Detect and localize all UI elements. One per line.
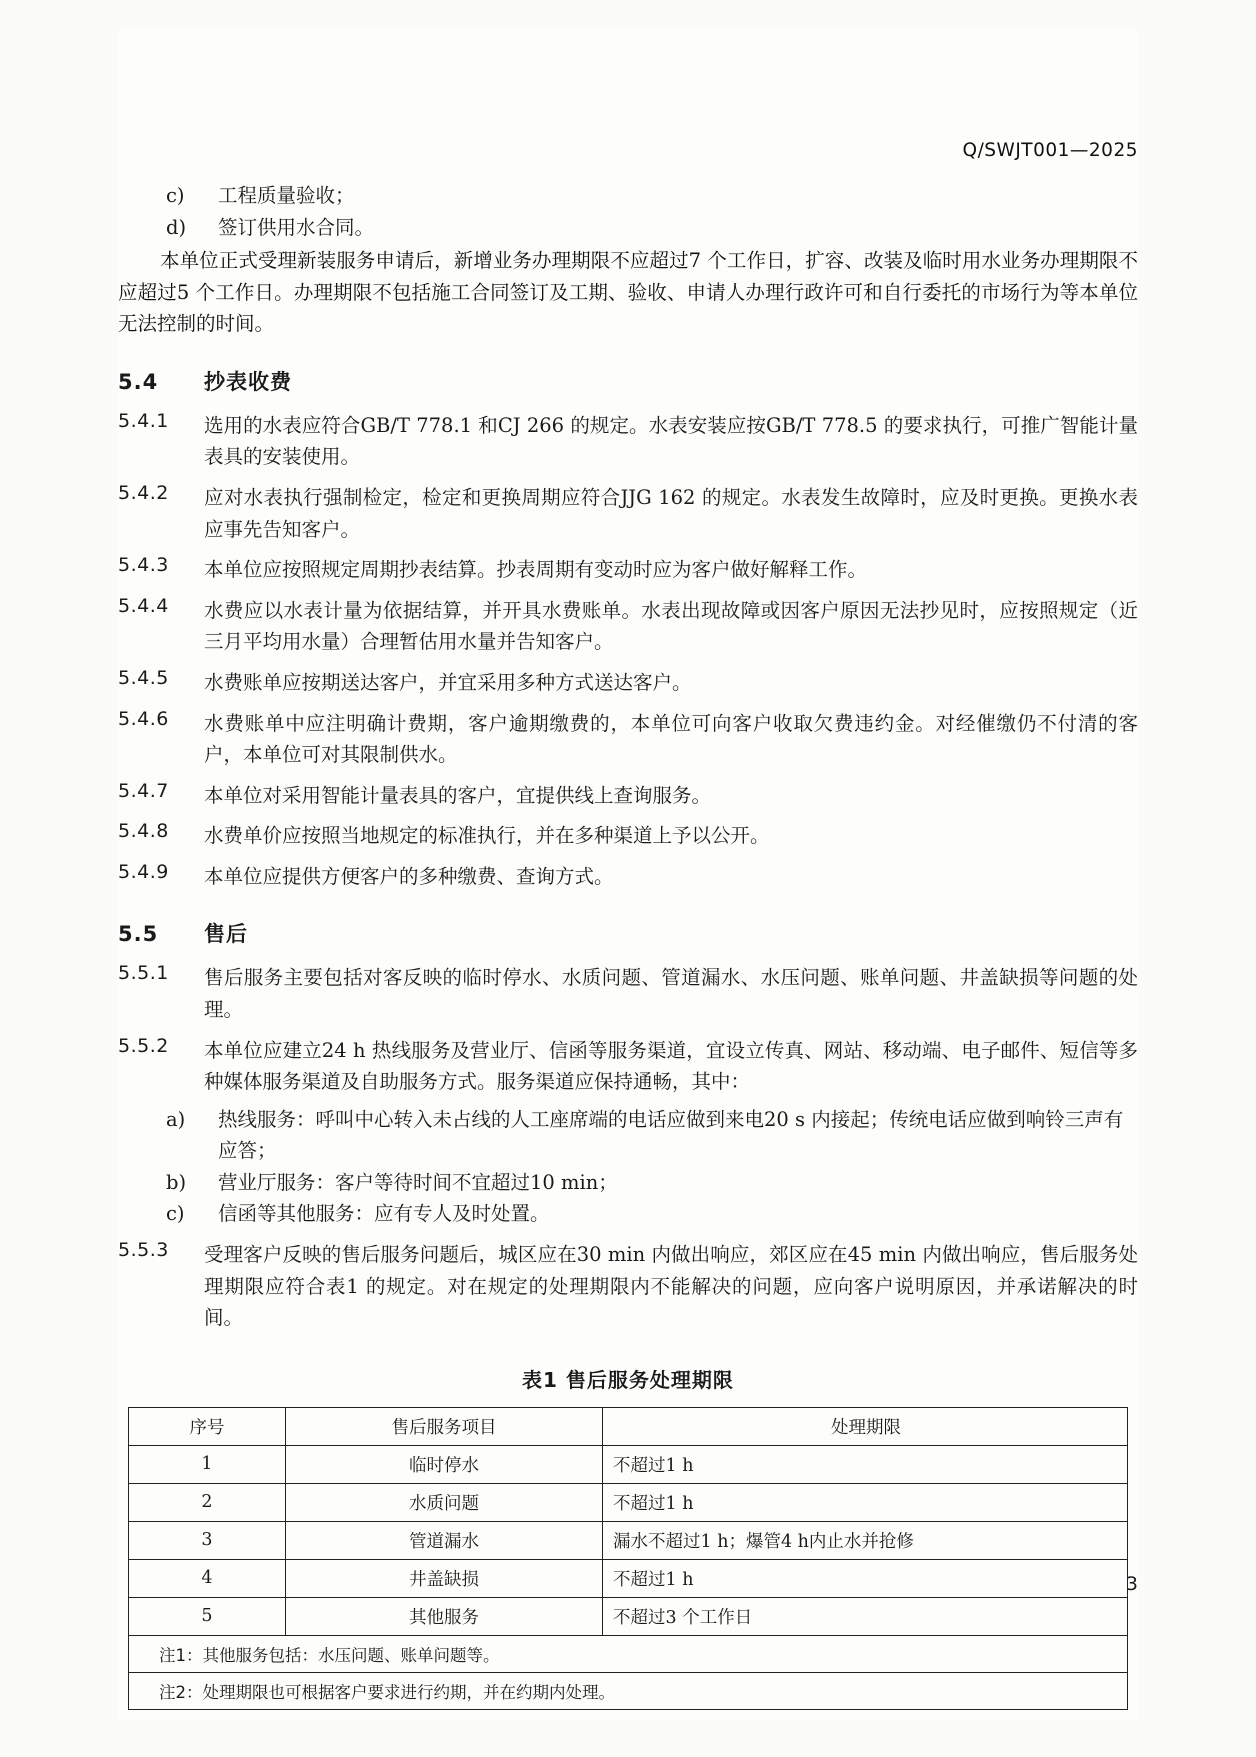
table-header-cell-limit: 处理期限 bbox=[603, 1407, 1128, 1445]
clause-number: 5.4.8 bbox=[118, 820, 169, 843]
clause-number: 5.5.2 bbox=[118, 1034, 169, 1057]
clause-5-4-8 bbox=[118, 820, 1138, 852]
after-sales-table bbox=[128, 1407, 1128, 1710]
list-item bbox=[166, 1167, 1138, 1199]
cell-no: 1 bbox=[129, 1445, 286, 1483]
clause-5-5-1 bbox=[118, 962, 1138, 1025]
clause-5-4-4 bbox=[118, 595, 1138, 658]
clause-5-4-5 bbox=[118, 667, 1138, 699]
cell-no: 4 bbox=[129, 1559, 286, 1597]
section-heading-5-5 bbox=[118, 918, 1138, 948]
clause-text: 水费账单中应注明确计费期，客户逾期缴费的，本单位可向客户收取欠费违约金。对经催缴仍不付清的客户，本单位可对其限制供水。 bbox=[204, 711, 1138, 767]
section-number: 5.5 bbox=[118, 922, 159, 947]
list-marker: b) bbox=[166, 1170, 187, 1194]
cell-item: 水质问题 bbox=[286, 1483, 603, 1521]
list-item-text: 签订供用水合同。 bbox=[218, 215, 375, 239]
clause-number: 5.4.3 bbox=[118, 554, 169, 577]
clause-5-5-2-sublist bbox=[118, 1104, 1138, 1230]
clause-text: 受理客户反映的售后服务问题后，城区应在30 min 内做出响应，郊区应在45 min 内做出响应，售后服务处理期限应符合表1 的规定。对在规定的处理期限内不能解决的问题，应向客户说明原因，并承诺解决的时间。 bbox=[204, 1243, 1138, 1330]
clause-number: 5.4.1 bbox=[118, 409, 169, 432]
clause-text: 本单位应按照规定周期抄表结算。抄表周期有变动时应为客户做好解释工作。 bbox=[204, 558, 868, 582]
clause-number: 5.4.5 bbox=[118, 666, 169, 689]
clause-text: 水费单价应按照当地规定的标准执行，并在多种渠道上予以公开。 bbox=[204, 824, 770, 848]
clause-text: 水费账单应按期送达客户，并宜采用多种方式送达客户。 bbox=[204, 670, 692, 694]
page-paper bbox=[118, 30, 1138, 1720]
clause-text: 选用的水表应符合GB/T 778.1 和CJ 266 的规定。水表安装应按GB/T 778.5 的要求执行，可推广智能计量表具的安装使用。 bbox=[204, 413, 1138, 469]
clause-5-4-7 bbox=[118, 780, 1138, 812]
section-number: 5.4 bbox=[118, 369, 159, 394]
page-number: 3 bbox=[1125, 1573, 1138, 1595]
list-marker: a) bbox=[166, 1107, 186, 1131]
clause-text: 水费应以水表计量为依据结算，并开具水费账单。水表出现故障或因客户原因无法抄见时，应按照规定（近三月平均用水量）合理暂估用水量并告知客户。 bbox=[204, 598, 1138, 654]
cell-limit: 不超过1 h bbox=[603, 1483, 1128, 1521]
clause-5-4-3 bbox=[118, 554, 1138, 586]
list-item bbox=[166, 1198, 1138, 1230]
cell-item: 临时停水 bbox=[286, 1445, 603, 1483]
list-item bbox=[166, 212, 1138, 244]
list-marker: c) bbox=[166, 184, 185, 207]
table-header-cell-no: 序号 bbox=[129, 1407, 286, 1445]
table-note-row bbox=[129, 1672, 1128, 1709]
clause-5-4-6 bbox=[118, 708, 1138, 771]
section-heading-5-4 bbox=[118, 366, 1138, 396]
list-item-text: 信函等其他服务：应有专人及时处置。 bbox=[218, 1202, 550, 1226]
clause-text: 本单位应提供方便客户的多种缴费、查询方式。 bbox=[204, 864, 614, 888]
cell-item: 其他服务 bbox=[286, 1597, 603, 1635]
list-marker: c) bbox=[166, 1202, 185, 1226]
clause-5-4-9 bbox=[118, 861, 1138, 893]
page-content bbox=[118, 180, 1138, 1710]
list-item-text: 营业厅服务：客户等待时间不宜超过10 min； bbox=[218, 1170, 618, 1194]
intro-paragraph: 本单位正式受理新装服务申请后，新增业务办理期限不应超过7 个工作日，扩容、改装及临时用水业务办理期限不应超过5 个工作日。办理期限不包括施工合同签订及工期、验收、申请人办理行政许可和自行委托的市场行为等本单位无法控制的时间。 bbox=[118, 249, 1138, 336]
clause-number: 5.5.3 bbox=[118, 1239, 169, 1262]
table-caption: 表1 售后服务处理期限 bbox=[522, 1367, 734, 1392]
list-item bbox=[166, 1104, 1138, 1167]
clause-5-5-2 bbox=[118, 1035, 1138, 1098]
clause-number: 5.4.4 bbox=[118, 594, 169, 617]
clause-text: 本单位应建立24 h 热线服务及营业厅、信函等服务渠道，宜设立传真、网站、移动端、电子邮件、短信等多种媒体服务渠道及自助服务方式。服务渠道应保持通畅，其中： bbox=[204, 1038, 1138, 1094]
clause-text: 售后服务主要包括对客反映的临时停水、水质问题、管道漏水、水压问题、账单问题、井盖缺损等问题的处理。 bbox=[204, 966, 1138, 1021]
cell-item: 管道漏水 bbox=[286, 1521, 603, 1559]
clause-5-5-3 bbox=[118, 1239, 1138, 1334]
table-header-row bbox=[129, 1407, 1128, 1445]
cell-no: 3 bbox=[129, 1521, 286, 1559]
cell-no: 2 bbox=[129, 1483, 286, 1521]
clause-number: 5.4.9 bbox=[118, 860, 169, 883]
section-title: 售后 bbox=[204, 922, 248, 947]
section-title: 抄表收费 bbox=[204, 369, 292, 394]
cell-limit: 不超过1 h bbox=[603, 1445, 1128, 1483]
table-row bbox=[129, 1483, 1128, 1521]
table-note-row bbox=[129, 1635, 1128, 1672]
cell-limit: 漏水不超过1 h；爆管4 h内止水并抢修 bbox=[603, 1521, 1128, 1559]
table-header-cell-item: 售后服务项目 bbox=[286, 1407, 603, 1445]
cell-no: 5 bbox=[129, 1597, 286, 1635]
clause-text: 应对水表执行强制检定，检定和更换周期应符合JJG 162 的规定。水表发生故障时，应及时更换。更换水表应事先告知客户。 bbox=[204, 486, 1138, 541]
clause-text: 本单位对采用智能计量表具的客户，宜提供线上查询服务。 bbox=[204, 783, 712, 807]
clause-number: 5.4.7 bbox=[118, 779, 169, 802]
document-code: Q/SWJT001—2025 bbox=[962, 140, 1138, 161]
table-row bbox=[129, 1445, 1128, 1483]
list-item-text: 工程质量验收； bbox=[218, 184, 355, 207]
table-note: 注2：处理期限也可根据客户要求进行约期，并在约期内处理。 bbox=[129, 1672, 1128, 1709]
list-item bbox=[166, 180, 1138, 212]
list-marker: d) bbox=[166, 215, 187, 239]
table-row bbox=[129, 1597, 1128, 1635]
top-ordered-list bbox=[118, 180, 1138, 243]
clause-5-4-1 bbox=[118, 410, 1138, 473]
cell-limit: 不超过1 h bbox=[603, 1559, 1128, 1597]
table-note: 注1：其他服务包括：水压问题、账单问题等。 bbox=[129, 1635, 1128, 1672]
clause-number: 5.4.6 bbox=[118, 707, 169, 730]
clause-5-4-2 bbox=[118, 482, 1138, 545]
page-header bbox=[118, 140, 1138, 161]
list-item-text: 热线服务：呼叫中心转入未占线的人工座席端的电话应做到来电20 s 内接起；传统电话应做到响铃三声有应答； bbox=[218, 1107, 1124, 1163]
clause-number: 5.5.1 bbox=[118, 962, 169, 985]
clause-number: 5.4.2 bbox=[118, 482, 169, 505]
cell-item: 井盖缺损 bbox=[286, 1559, 603, 1597]
table-row bbox=[129, 1521, 1128, 1559]
cell-limit: 不超过3 个工作日 bbox=[603, 1597, 1128, 1635]
